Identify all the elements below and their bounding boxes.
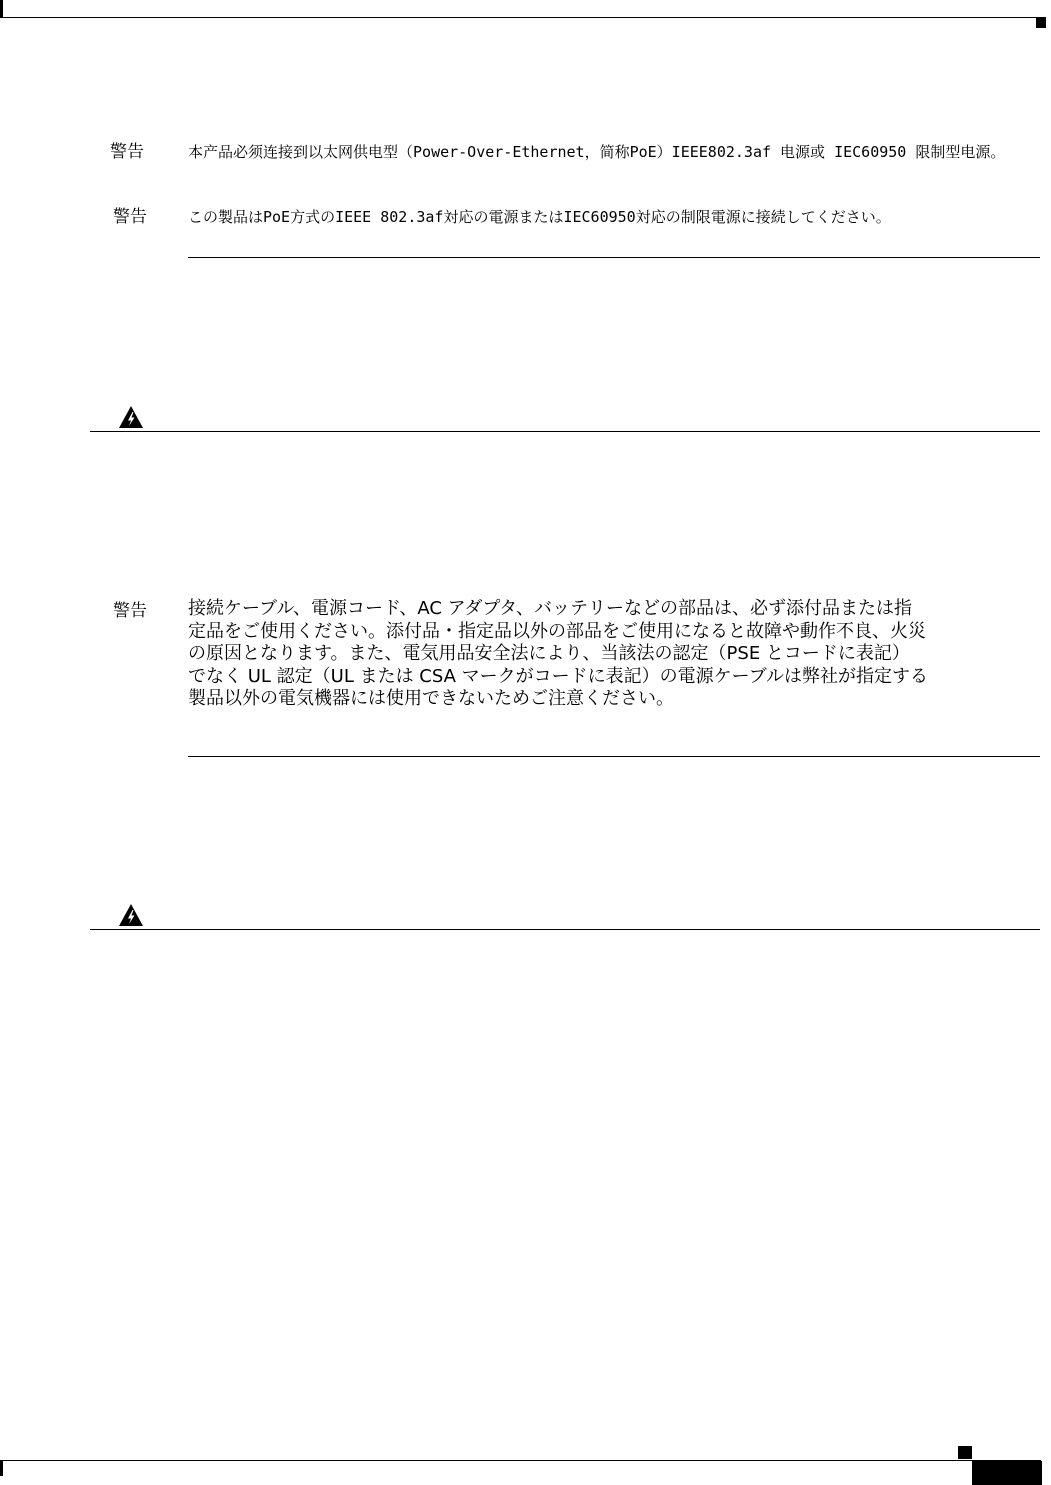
warning-triangle-icon <box>118 903 144 927</box>
warning-triangle-icon <box>118 405 144 429</box>
warning-rule <box>90 929 1040 930</box>
warning-label-ja-poe: 警告 <box>113 207 147 227</box>
warning-text-line: 製品以外の電気機器には使用できないためご注意ください。 <box>188 688 674 709</box>
warning-rule <box>90 431 1040 432</box>
footer-rule <box>0 1460 1041 1461</box>
footer-corner-marker <box>958 1446 972 1459</box>
warning-text-line: 接続ケーブル、電源コード、AC アダプタ、バッテリーなどの部品は、必ず添付品または指 <box>188 598 913 619</box>
header-corner-marker <box>1036 17 1046 28</box>
footer-page-tab <box>972 1461 1042 1485</box>
warning-text-zh: 本产品必须连接到以太网供电型（Power-Over-Ethernet，简称PoE）IEEE802.3af 电源或 IEC60950 限制型电源。 <box>188 143 1006 161</box>
header-left-marker <box>0 0 3 18</box>
header-rule <box>0 17 1040 18</box>
warning-text-line: 定品をご使用ください。添付品・指定品以外の部品をご使用になると故障や動作不良、火災 <box>188 620 926 642</box>
warning-label-zh: 警告 <box>110 142 144 162</box>
warning-text-ja-cable <box>188 598 1018 711</box>
section-divider <box>188 257 1040 258</box>
warning-text-line: の原因となります。また、電気用品安全法により、当該法の認定（PSE とコードに表記） <box>188 643 910 664</box>
warning-label-ja-cable: 警告 <box>113 601 147 621</box>
warning-text-ja-poe: この製品はPoE方式のIEEE 802.3af対応の電源またはIEC60950対応の制限電源に接続してください。 <box>188 208 891 226</box>
footer-left-marker <box>0 1460 3 1476</box>
warning-text-line: でなく UL 認定（UL または CSA マークがコードに表記）の電源ケーブルは弊社が指定する <box>188 665 929 687</box>
section-divider <box>188 756 1040 757</box>
